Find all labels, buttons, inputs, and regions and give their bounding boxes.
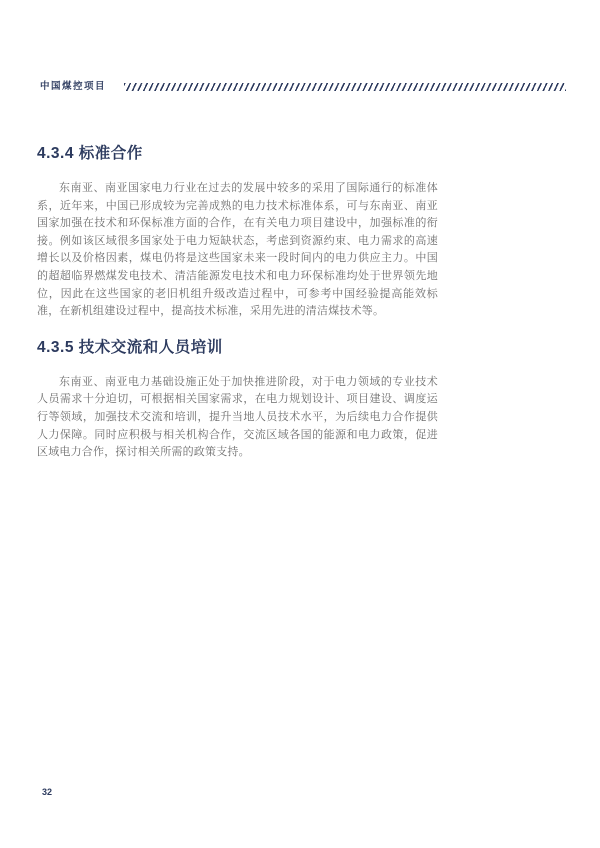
header-project-name: 中国煤控项目 <box>40 81 107 92</box>
section-paragraph: 东南亚、南亚国家电力行业在过去的发展中较多的采用了国际通行的标准体系，近年来，中国已形成较为完善成熟的电力技术标准体系，可与东南亚、南亚国家加强在技术和环保标准方面的合作，在有关电力项目建设中，加强标准的衔接。例如该区域很多国家处于电力短缺状态，考虑到资源约束、电力需求的高速增长以及价格因素，煤电仍将是这些国家未来一段时间内的电力供应主力。中国的超超临界燃煤发电技术、清洁能源发电技术和电力环保标准均处于世界领先地位，因此在这些国家的老旧机组升级改造过程中，可参考中国经验提高能效标准，在新机组建设过程中，提高技术标准，采用先进的清洁煤技术等。 <box>37 182 438 318</box>
section-heading: 4.3.5 技术交流和人员培训 <box>37 338 223 356</box>
page-number: 32 <box>42 787 53 797</box>
section-heading: 4.3.4 标准合作 <box>37 145 143 162</box>
hatch-divider-line <box>124 83 566 91</box>
page-content <box>37 144 438 462</box>
page-header <box>40 80 566 94</box>
section-technical-exchange-training <box>37 338 438 462</box>
section-paragraph: 东南亚、南亚电力基础设施正处于加快推进阶段，对于电力领域的专业技术人员需求十分迫切，可根据相关国家需求，在电力规划设计、项目建设、调度运行等领域，加强技术交流和培训，提升当地人员技术水平，为后续电力合作提供人力保障。同时应积极与相关机构合作，交流区域各国的能源和电力政策，促进区域电力合作，探讨相关所需的政策支持。 <box>37 375 438 459</box>
section-standard-cooperation <box>37 144 438 321</box>
